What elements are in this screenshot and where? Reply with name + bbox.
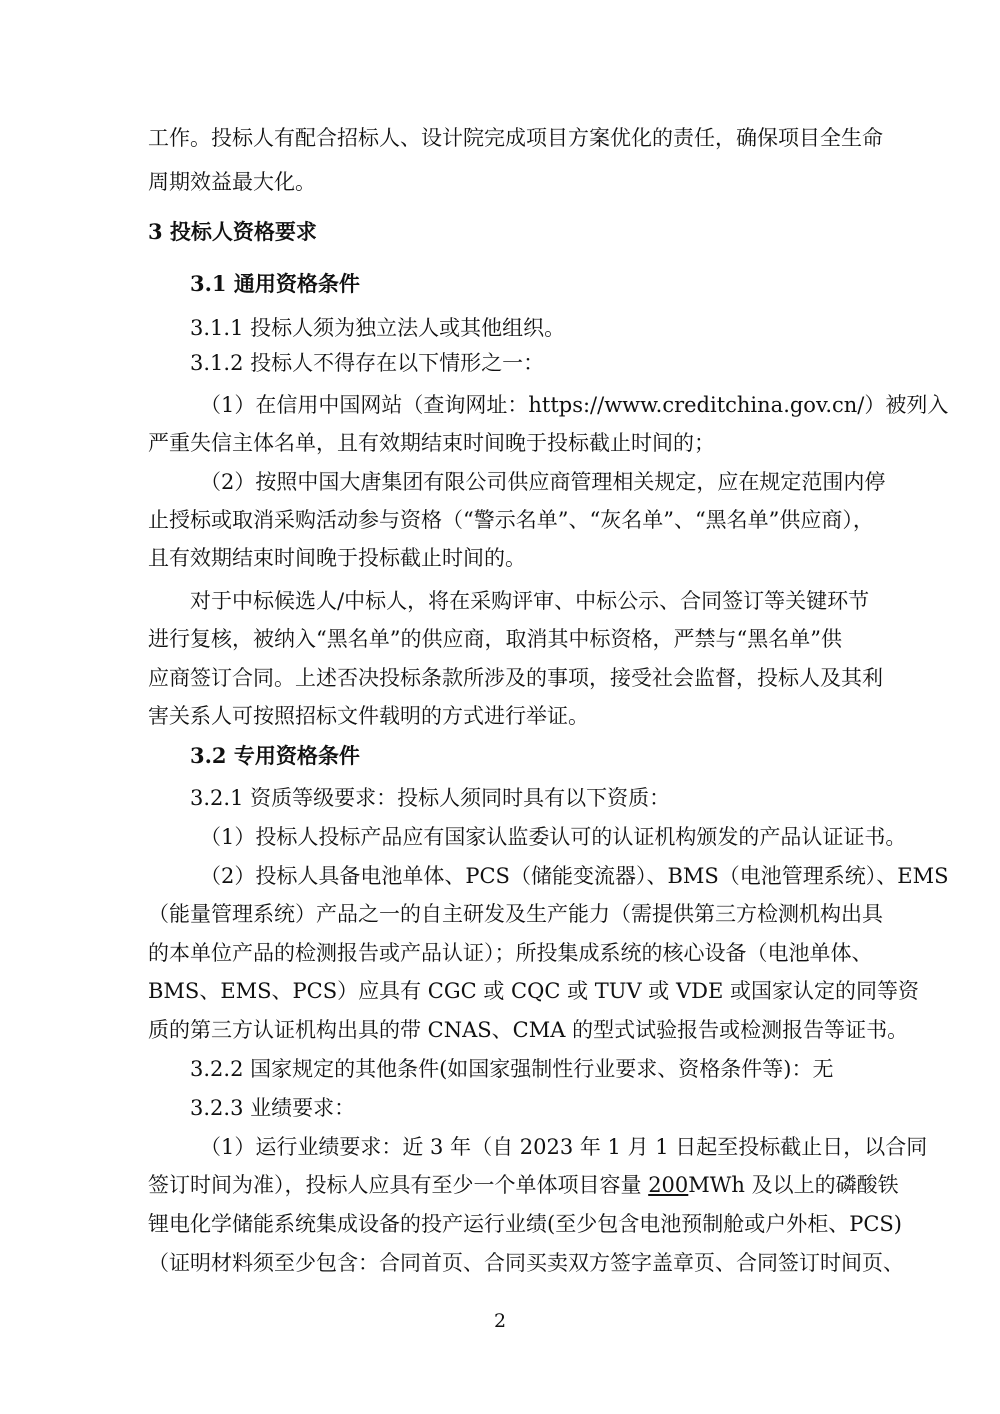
section-3-heading: 3 投标人资格要求 [148,219,317,244]
review-line-1: 对于中标候选人/中标人，将在采购评审、中标公示、合同签订等关键环节 [190,589,870,613]
qual-1: （1）投标人投标产品应有国家认监委认可的认证机构颁发的产品认证证书。 [200,825,907,849]
section-3-1-heading: 3.1 通用资格条件 [190,271,360,296]
perf-line-1: （1）运行业绩要求：近 3 年（自 2023 年 1 月 1 日起至投标截止日，以合同 [200,1135,928,1159]
page-number: 2 [493,1310,507,1332]
qual-2-line-5: 质的第三方认证机构出具的带 CNAS、CMA 的型式试验报告或检测报告等证书。 [148,1018,909,1042]
clause-3-2-1: 3.2.1 资质等级要求：投标人须同时具有以下资质： [190,786,671,810]
item-2-line-3: 且有效期结束时间晚于投标截止时间的。 [148,546,526,570]
review-line-3: 应商签订合同。上述否决投标条款所涉及的事项，接受社会监督，投标人及其利 [148,666,883,690]
clause-3-2-3: 3.2.3 业绩要求： [190,1096,356,1120]
item-2-line-1: （2）按照中国大唐集团有限公司供应商管理相关规定，应在规定范围内停 [200,470,886,494]
item-1-line-2: 严重失信主体名单，且有效期结束时间晚于投标截止时间的； [148,431,715,455]
qual-2-line-1: （2）投标人具备电池单体、PCS（储能变流器）、BMS（电池管理系统）、EMS [200,864,949,888]
qual-2-line-4: BMS、EMS、PCS）应具有 CGC 或 CQC 或 TUV 或 VDE 或国家认定的同等资 [148,979,919,1003]
review-line-2: 进行复核，被纳入“黑名单”的供应商，取消其中标资格，严禁与“黑名单”供 [148,627,842,651]
perf-line-2 [148,1170,899,1200]
qual-2-line-2: （能量管理系统）产品之一的自主研发及生产能力（需提供第三方检测机构出具 [148,902,883,926]
perf-line-2-pre: 签订时间为准），投标人应具有至少一个单体项目容量 [148,1173,649,1197]
clause-3-1-1: 3.1.1 投标人须为独立法人或其他组织。 [190,316,566,340]
item-1-line-1: （1）在信用中国网站（查询网址：https://www.creditchina.gov.cn/）被列入 [200,393,949,417]
perf-capacity-underlined: 200 [648,1173,689,1197]
perf-line-4: （证明材料须至少包含：合同首页、合同买卖双方签字盖章页、合同签订时间页、 [148,1251,904,1275]
perf-line-3: 锂电化学储能系统集成设备的投产运行业绩(至少包含电池预制舱或户外柜、PCS) [148,1212,902,1236]
clause-3-2-2: 3.2.2 国家规定的其他条件(如国家强制性行业要求、资格条件等)：无 [190,1057,834,1081]
intro-line-2: 周期效益最大化。 [148,170,316,194]
review-line-4: 害关系人可按照招标文件载明的方式进行举证。 [148,704,589,728]
perf-line-2-post: MWh 及以上的磷酸铁 [688,1173,899,1197]
clause-3-1-2: 3.1.2 投标人不得存在以下情形之一： [190,351,545,375]
item-2-line-2: 止授标或取消采购活动参与资格（“警示名单”、“灰名单”、“黑名单”供应商）， [148,508,874,532]
section-3-2-heading: 3.2 专用资格条件 [190,743,360,768]
intro-line-1: 工作。投标人有配合招标人、设计院完成项目方案优化的责任，确保项目全生命 [148,126,883,150]
qual-2-line-3: 的本单位产品的检测报告或产品认证）；所投集成系统的核心设备（电池单体、 [148,941,873,965]
